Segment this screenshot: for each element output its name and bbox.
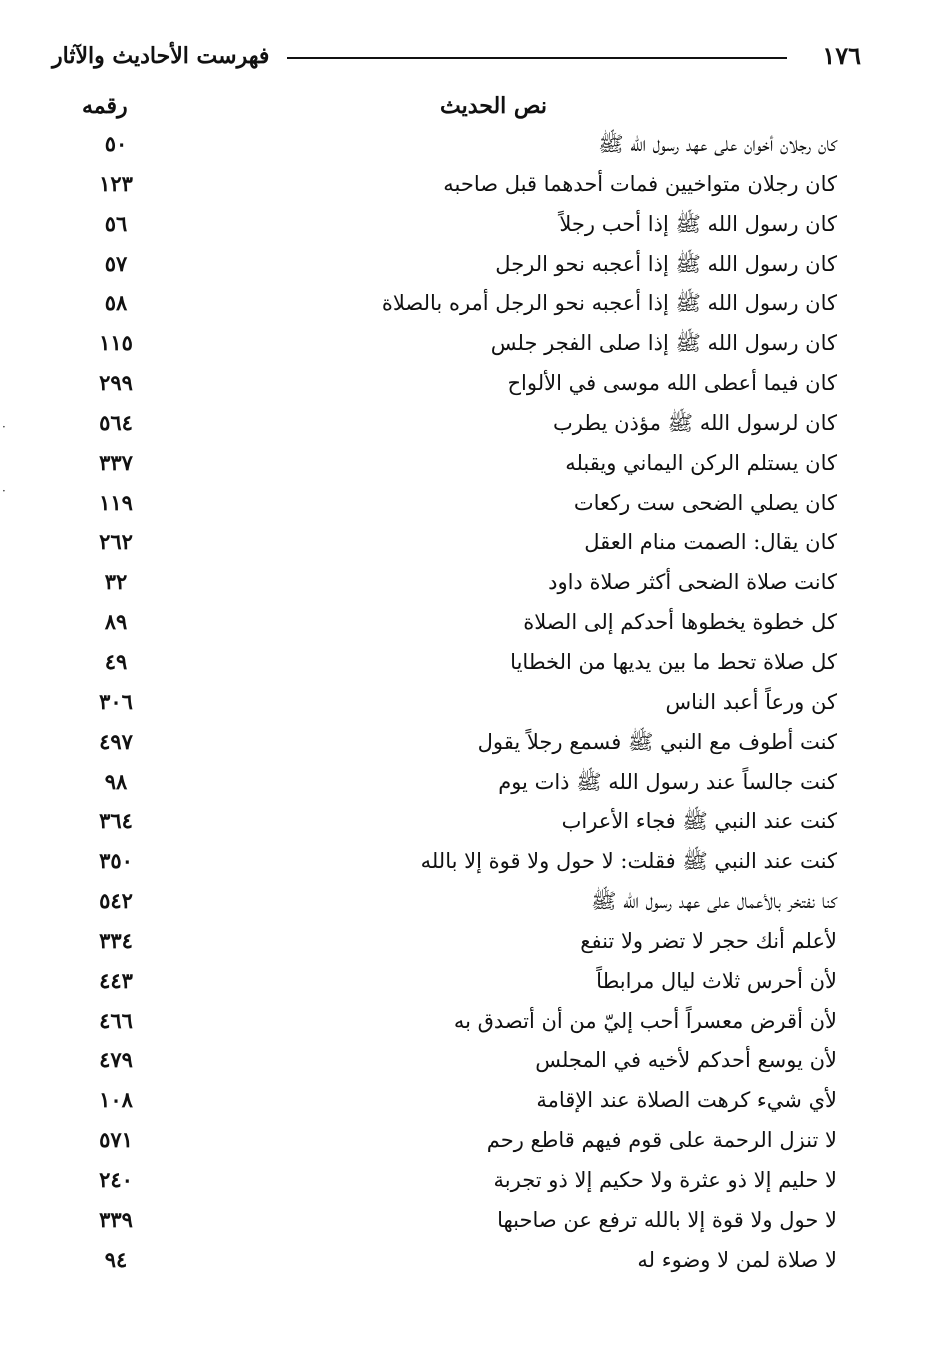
hadith-text: لا تنزل الرحمة على قوم فيهم قاطع رحم [486, 1128, 837, 1153]
hadith-number: ٣٥٠ [99, 848, 133, 874]
hadith-text: لأي شيء كرهت الصلاة عند الإقامة [536, 1088, 837, 1113]
hadith-text: كانت صلاة الضحى أكثر صلاة داود [548, 570, 837, 595]
index-entry [70, 283, 837, 323]
index-entry [70, 1160, 837, 1200]
index-entry [70, 762, 837, 802]
hadith-number: ٥٤٢ [99, 888, 133, 914]
hadith-text: كنت جالساً عند رسول الله ﷺ ذات يوم [498, 769, 837, 794]
hadith-number: ٣٢ [104, 569, 128, 595]
index-entry [70, 562, 837, 602]
hadith-text: كان رسول الله ﷺ إذا أعجبه نحو الرجل [495, 251, 837, 276]
hadith-number: ٢٦٢ [99, 529, 133, 555]
hadith-number: ٩٨ [104, 768, 128, 794]
index-entry [70, 1080, 837, 1120]
hadith-number: ٥٠ [104, 131, 128, 156]
hadith-text: كنت عند النبي ﷺ فقلت: لا حول ولا قوة إلا بالله [420, 849, 837, 874]
column-header-number: رقمه [82, 93, 128, 119]
index-entry [70, 124, 837, 164]
hadith-number: ٢٤٠ [99, 1166, 133, 1192]
hadith-text: كن ورعاً أعبد الناس [665, 689, 837, 714]
index-entry [70, 881, 837, 921]
index-entry [70, 722, 837, 762]
index-entry [70, 204, 837, 244]
hadith-number: ٥٧ [104, 250, 128, 276]
hadith-number: ٥٨ [104, 290, 128, 316]
index-entry [70, 602, 837, 642]
hadith-text: كان رسول الله ﷺ إذا أحب رجلاً [559, 211, 837, 236]
index-entry [70, 522, 837, 562]
hadith-number: ٤٧٩ [99, 1047, 133, 1073]
hadith-number: ١٠٨ [99, 1087, 133, 1113]
hadith-text: كنت عند النبي ﷺ فجاء الأعراب [561, 809, 837, 834]
hadith-text: كان يقال: الصمت منام العقل [584, 530, 837, 555]
index-entry [70, 961, 837, 1001]
hadith-text: لا حول ولا قوة إلا بالله ترفع عن صاحبها [497, 1207, 837, 1232]
hadith-number: ٢٩٩ [99, 370, 133, 396]
running-head-title: فهرست الأحاديث والآثار [52, 43, 270, 69]
hadith-number: ٣٠٦ [99, 688, 133, 714]
hadith-number: ٤٩ [104, 648, 128, 674]
column-header-text: نص الحديث [439, 93, 547, 119]
header-rule [287, 57, 787, 59]
hadith-text: لأعلم أنك حجر لا تضر ولا تنفع [580, 928, 837, 953]
index-entry [70, 244, 837, 284]
index-entry [70, 682, 837, 722]
running-head [52, 36, 861, 76]
hadith-text: كان لرسول الله ﷺ مؤذن يطرب [553, 410, 837, 435]
hadith-text: لأن أحرس ثلاث ليال مرابطاً [596, 968, 837, 993]
hadith-text: كنا نفتخر بالأعمال على عهد رسول الله ﷺ [591, 889, 837, 914]
hadith-number: ٣٣٤ [99, 927, 133, 953]
hadith-number: ١٢٣ [99, 170, 133, 196]
index-entry [70, 403, 837, 443]
index-entry [70, 363, 837, 403]
hadith-text: كان فيما أعطى الله موسى في الألواح [507, 371, 837, 396]
hadith-number: ١١٥ [99, 330, 133, 356]
index-entry [70, 1001, 837, 1041]
hadith-number: ٤٤٣ [99, 967, 133, 993]
index-entry [70, 921, 837, 961]
hadith-number: ٥٧١ [99, 1127, 133, 1153]
hadith-number: ٣٣٩ [99, 1206, 133, 1232]
hadith-text: كنت أطوف مع النبي ﷺ فسمع رجلاً يقول [477, 729, 837, 754]
index-entry [70, 841, 837, 881]
hadith-number: ١١٩ [99, 489, 133, 515]
hadith-text: لأن أقرض معسراً أحب إليّ من أن أتصدق به [453, 1008, 837, 1033]
hadith-text: كان رجلان أخوان على عهد رسول الله ﷺ [598, 132, 837, 156]
hadith-text: لا صلاة لمن لا وضوء له [637, 1247, 837, 1272]
hadith-number: ٩٤ [104, 1246, 128, 1272]
hadith-text: كان رسول الله ﷺ إذا أعجبه نحو الرجل أمره بالصلاة [381, 291, 837, 316]
hadith-index-list [70, 124, 837, 1279]
index-entry [70, 801, 837, 841]
index-entry [70, 323, 837, 363]
hadith-text: كل خطوة يخطوها أحدكم إلى الصلاة [523, 610, 837, 635]
hadith-number: ٥٦٤ [99, 409, 133, 435]
hadith-number: ٤٩٧ [99, 728, 133, 754]
hadith-text: لا حليم إلا ذو عثرة ولا حكيم إلا ذو تجربة [493, 1167, 837, 1192]
column-headers [70, 86, 837, 126]
index-entry [70, 164, 837, 204]
index-entry [70, 443, 837, 483]
hadith-text: كان رسول الله ﷺ إذا صلى الفجر جلس [490, 331, 837, 356]
index-entry [70, 1200, 837, 1240]
margin-speck: · [2, 420, 6, 434]
index-entry [70, 642, 837, 682]
index-entry [70, 483, 837, 523]
hadith-text: كل صلاة تحط ما بين يديها من الخطايا [510, 649, 837, 674]
hadith-text: كان رجلان متواخيين فمات أحدهما قبل صاحبه [443, 171, 837, 196]
page-number: ١٧٦ [822, 41, 861, 70]
index-entry [70, 1040, 837, 1080]
hadith-number: ٤٦٦ [99, 1007, 133, 1033]
hadith-number: ٣٣٧ [99, 449, 133, 475]
margin-speck: · [2, 484, 6, 498]
hadith-text: لأن يوسع أحدكم لأخيه في المجلس [535, 1048, 837, 1073]
index-entry [70, 1120, 837, 1160]
hadith-number: ٨٩ [104, 609, 128, 635]
index-entry [70, 1240, 837, 1280]
hadith-text: كان يصلي الضحى ست ركعات [573, 490, 837, 515]
hadith-number: ٥٦ [104, 210, 128, 236]
hadith-number: ٣٦٤ [99, 808, 133, 834]
hadith-text: كان يستلم الركن اليماني ويقبله [565, 450, 837, 475]
